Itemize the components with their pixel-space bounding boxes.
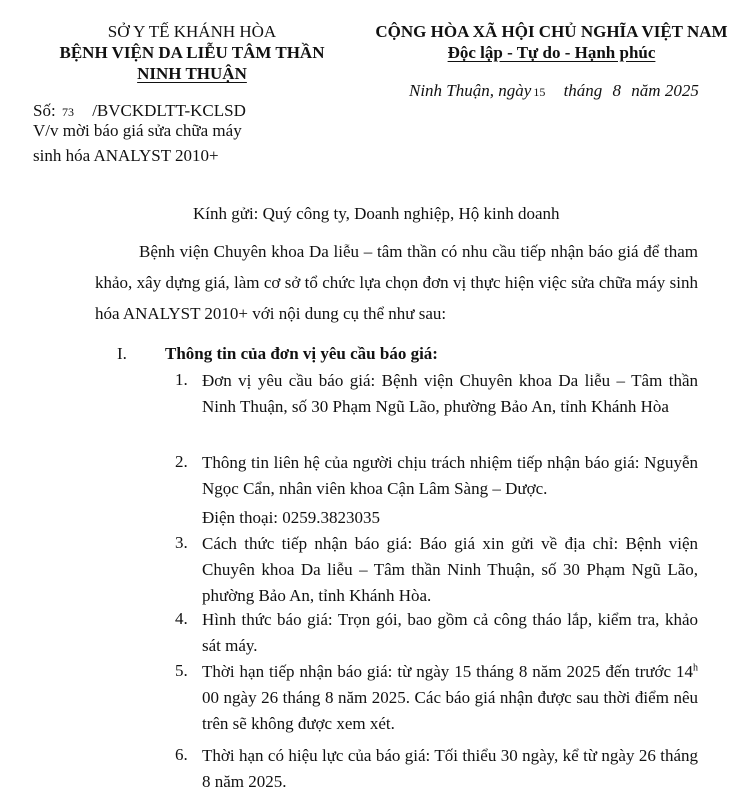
- place-date: [409, 81, 699, 101]
- intro-text: Bệnh viện Chuyên khoa Da liễu – tâm thần có nhu cầu tiếp nhận báo giá để tham khảo, xây dựng giá, làm cơ sở tổ chức lựa chọn đơn vị thực hiện việc sửa chữa máy sinh hóa ANALYST 2010+ với nội dung cụ thể như sau:: [95, 242, 698, 323]
- item-number: 2.: [175, 452, 188, 471]
- doc-number-code: /BVCKDLTT-KCLSD: [92, 101, 246, 120]
- item-5-text-a: Thời hạn tiếp nhận báo giá: từ ngày 15 tháng 8 năm 2025 đến trước: [202, 662, 672, 681]
- subject-line2: sinh hóa ANALYST 2010+: [33, 146, 219, 165]
- list-item: [202, 659, 698, 737]
- left-header: [42, 21, 342, 84]
- national-motto: Độc lập - Tự do - Hạnh phúc: [447, 43, 656, 62]
- list-item: Thời hạn có hiệu lực của báo giá: Tối thiểu 30 ngày, kể từ ngày 26 tháng 8 năm 2025.: [202, 746, 698, 791]
- org-parent: SỞ Y TẾ KHÁNH HÒA: [107, 22, 277, 41]
- item-number: 1.: [175, 370, 188, 389]
- deadline-hour-sup: h: [693, 662, 699, 674]
- recipient: Kính gửi: Quý công ty, Doanh nghiệp, Hộ kinh doanh: [193, 204, 560, 223]
- item-2-text: Thông tin liên hệ của người chịu trách nhiệm tiếp nhận báo giá: Nguyễn Ngọc Cẩn, nhân viên khoa Cận Lâm Sàng – Dược.: [202, 453, 698, 498]
- item-number: 5.: [175, 661, 188, 680]
- date-day: 15: [533, 85, 546, 99]
- national-title: CỘNG HÒA XÃ HỘI CHỦ NGHĨA VIỆT NAM: [375, 22, 728, 41]
- org-name-line1: BỆNH VIỆN DA LIỄU TÂM THẦN: [59, 43, 325, 62]
- deadline-hour: 14: [676, 662, 694, 681]
- list-item: Đơn vị yêu cầu báo giá: Bệnh viện Chuyên khoa Da liễu – Tâm thần Ninh Thuận, số 30 Phạm Ngũ Lão, phường Bảo An, tỉnh Khánh Hòa: [202, 371, 698, 416]
- section-title: Thông tin của đơn vị yêu cầu báo giá:: [165, 344, 438, 363]
- org-name-line2: NINH THUẬN: [137, 64, 247, 83]
- section-numeral: I.: [117, 344, 127, 363]
- place-label: Ninh Thuận, ngày: [409, 81, 532, 100]
- intro-paragraph: [95, 236, 698, 329]
- year-label: năm 2025: [631, 81, 699, 100]
- list-item: Hình thức báo giá: Trọn gói, bao gồm cả công tháo lắp, kiểm tra, khảo sát máy.: [202, 610, 698, 655]
- contact-phone: Điện thoại: 0259.3823035: [202, 508, 381, 527]
- right-header: [370, 21, 733, 63]
- subject-line1: V/v mời báo giá sửa chữa máy: [33, 121, 242, 140]
- item-5-text-b: 00 ngày 26 tháng 8 năm 2025. Các báo giá nhận được sau thời điểm nêu trên sẽ không được xem xét.: [202, 688, 698, 733]
- subject: [33, 118, 242, 168]
- section-heading: [117, 344, 127, 364]
- month-label: tháng: [563, 81, 603, 100]
- item-number: 4.: [175, 609, 188, 628]
- item-number: 3.: [175, 533, 188, 552]
- doc-number-value: 73: [61, 105, 74, 119]
- item-number: 6.: [175, 745, 188, 764]
- doc-number-label: Số:: [33, 101, 56, 120]
- list-item: [202, 450, 698, 534]
- date-month: 8: [612, 81, 622, 100]
- list-item: Cách thức tiếp nhận báo giá: Báo giá xin gửi về địa chỉ: Bệnh viện Chuyên khoa Da liễu – Tâm thần Ninh Thuận, số 30 Phạm Ngũ Lão, phường Bảo An, tỉnh Khánh Hòa.: [202, 534, 698, 605]
